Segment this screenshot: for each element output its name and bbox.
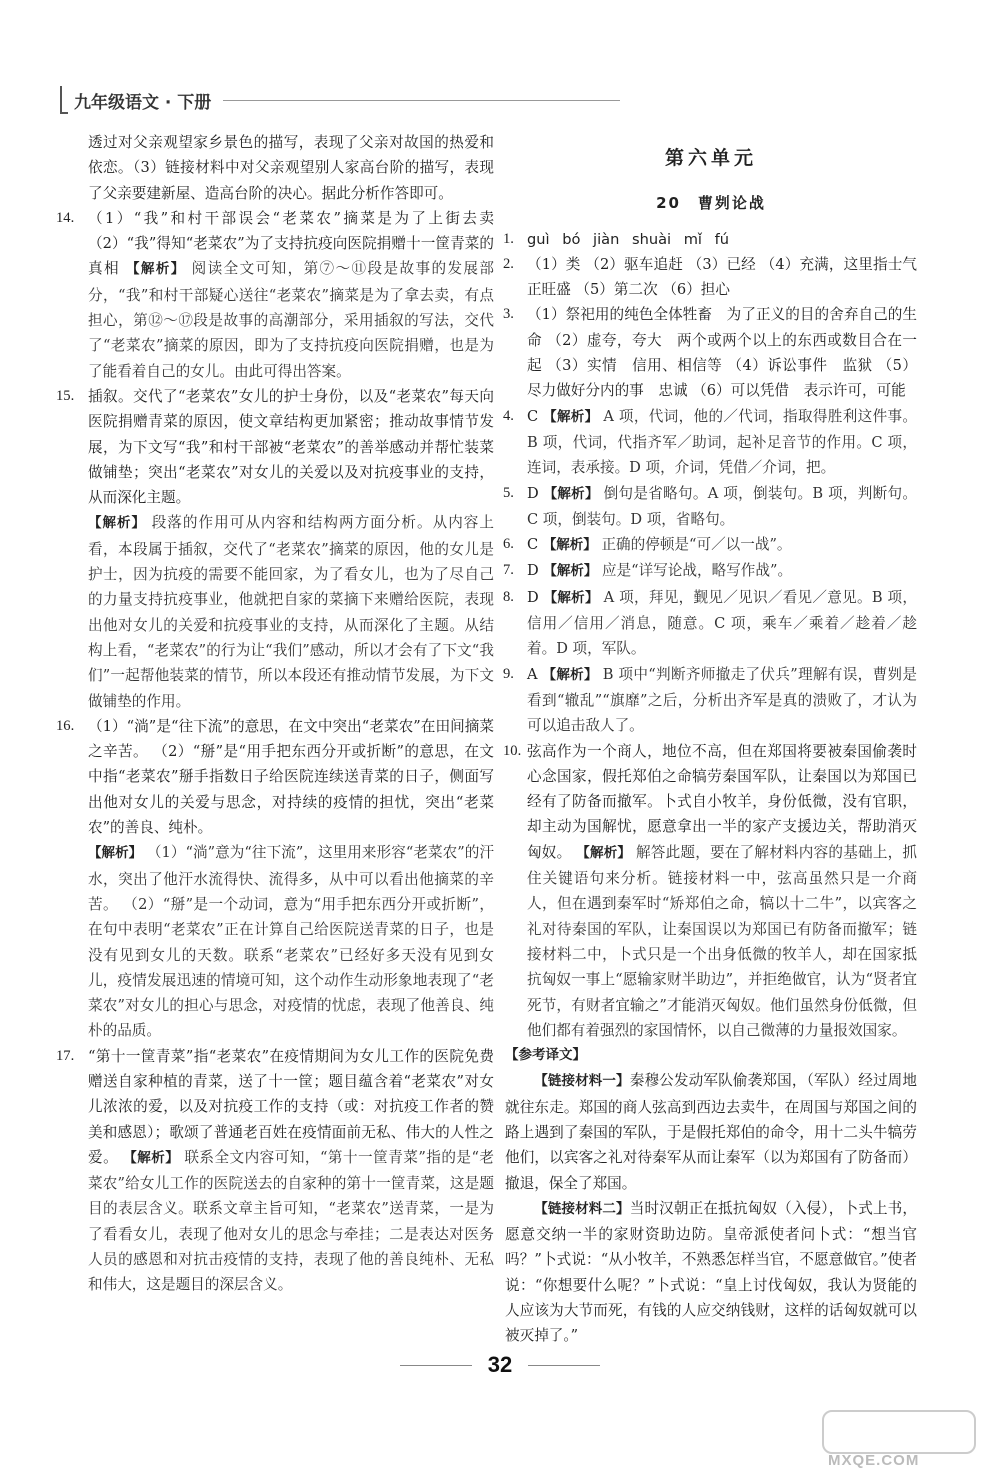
question-1: [505, 227, 917, 252]
analysis-tag: 【解析】: [123, 1149, 180, 1166]
analysis-text: 正确的停顿是“可／以一战”。: [601, 536, 792, 554]
pinyin-answer: guì bó jiàn shuài mǐ fú: [527, 230, 730, 248]
analysis-tag: 【解析】: [576, 844, 632, 861]
analysis-tag: 【解析】: [543, 408, 599, 425]
question-5: [505, 481, 917, 533]
question-number: 8.: [503, 588, 514, 605]
reference-label: 【参考译文】: [505, 1047, 586, 1064]
analysis-text: 倒句是省略句。A 项，倒装句。B 项，判断句。C 项，倒装句。D 项，省略句。: [527, 484, 918, 528]
question-7: [505, 558, 917, 584]
header-title: 九年级语文 · 下册: [74, 92, 212, 113]
answer-choice: A: [527, 665, 538, 683]
analysis-text: 段落的作用可从内容和结构两方面分析。从内容上看，本段属于插叙，交代了“老菜农”摘菜的原因，他的女儿是护士，因为抗疫的需要不能回家，为了看女儿，也为了尽自己的力量支持抗疫事业，他就把自家的菜摘下来赠给医院，表现出他对女儿的关爱和抗疫事业的支持，从而深化了主题。从结构上看，“老菜农”的行为让“我们”感动，所以才会有了下文“我们”一起帮他装菜的情节，所以本段还有推动情节发展，为下文做铺垫的作用。: [88, 514, 494, 710]
question-number: 6.: [503, 536, 514, 553]
analysis-text: A 项，拜见，觐见／见识／看见／意见。B 项，信用／信用／消息，随意。C 项，乘车／乘着／趁着／趁着。D 项，军队。: [527, 588, 918, 658]
lesson-title: 20 曹刿论战: [656, 194, 766, 213]
analysis-tag: 【解析】: [126, 261, 186, 278]
question-number: 7.: [503, 562, 514, 579]
watermark-logo-box: [822, 1410, 976, 1454]
answer-text: 弦高作为一个商人，地位不高，但在郑国将要被秦国偷袭时心念国家，假托郑伯之命犒劳秦国军队，让秦国以为郑国已经有了防备而撤军。卜式自小牧羊，身份低微，没有官职，却主动为国解忧，愿意拿出一半的家产支援边关，帮助消灭匈奴。: [527, 742, 917, 861]
question-15: [56, 384, 494, 714]
watermark-logo: [822, 1410, 972, 1469]
question-number: 10.: [503, 742, 522, 759]
reference-translation: [505, 1043, 917, 1349]
answer-choice: C: [527, 407, 539, 425]
material-two-label: 【链接材料二】: [534, 1200, 630, 1217]
analysis-tag: 【解析】: [543, 589, 599, 606]
analysis-tag: 【解析】: [543, 563, 598, 580]
question-9: [505, 662, 917, 739]
question-10: [505, 739, 917, 1044]
intro-paragraph: 透过对父亲观望家乡景色的描写，表现了父亲对故国的热爱和依恋。（3）链接材料中对父亲观望别人家高台阶的描写，表现了父亲要建新屋、造高台阶的决心。据此分析作答即可。: [88, 134, 494, 202]
header-rule: [223, 100, 620, 101]
answer-text: （1）“淌”是“往下流”的意思，在文中突出“老菜农”在田间摘菜之辛苦。 （2）“掰”是“用手把东西分开或折断”的意思，在文中指“老菜农”掰手指数日子给医院连续送青菜的日子，侧面写出他对女儿的关爱与思念，对持续的疫情的担忧，突出“老菜农”的善良、纯朴。: [88, 717, 494, 837]
analysis-text: （1）“淌”意为“往下流”，这里用来形容“老菜农”的汗水，突出了他汗水流得快、流得多，从中可以看出他摘菜的辛苦。 （2）“掰”是一个动词，意为“用手把东西分开或折断”，在句中表明“老菜农”正在计算自己给医院送青菜的日子，也是没有见到女儿的天数。联系“老菜农”已经好多天没有见到女儿，疫情发展迅速的情境可知，这个动作生动形象地表现了“老菜农”对女儿的担心与思念，对疫情的忧虑，表现了他善良、纯朴的品质。: [88, 844, 494, 1040]
watermark-site: MXQE.COM: [828, 1452, 920, 1469]
unit-title: 第六单元: [664, 147, 757, 169]
analysis-tag: 【解析】: [88, 845, 143, 862]
answer-text: “第十一筐青菜”指“老菜农”在疫情期间为女儿工作的医院免费赠送自家种植的青菜，送了十一筐；题目蕴含着“老菜农”对女儿浓浓的爱，以及对抗疫工作的支持（或：对抗疫工作者的赞美和感恩）；歌颂了普通老百姓在疫情面前无私、伟大的人性之爱。: [88, 1047, 494, 1166]
answer-text: （1）类 （2）驱车追赶 （3）已经 （4）充满，这里指士气正旺盛 （5）第二次 （6）担心: [527, 255, 917, 299]
question-14: [56, 206, 495, 384]
question-number: 15.: [56, 387, 75, 404]
analysis-tag: 【解析】: [542, 537, 597, 554]
answer-text: （1）“我”和村干部误会“老菜农”摘菜是为了上街去卖 （2）“我”得知“老菜农”为了支持抗疫向医院捐赠十一筐青菜的真相: [88, 209, 494, 278]
analysis-tag: 【解析】: [542, 666, 598, 683]
analysis-text: 解答此题，要在了解材料内容的基础上，抓住关键语句来分析。链接材料一中，弦高虽然只是一介商人，但在遇到秦军时“矫郑伯之命，犒以十二牛”，以宾客之礼对待秦国的军队，让秦国误以为郑国已有防备而撤军；链接材料二中，卜式只是一个出身低微的牧羊人，却在国家抵抗匈奴一事上“愿输家财半助边”，并拒绝做官，认为“贤者宜死节，有财者宜输之”才能消灭匈奴。他们虽然身份低微，但他们都有着强烈的家国情怀，以自己微薄的力量报效国家。: [527, 843, 918, 1039]
page-header: [60, 88, 620, 112]
left-column: [56, 130, 495, 1298]
material-two: [505, 1196, 917, 1349]
page-footer: [395, 1350, 605, 1380]
right-column: [505, 130, 917, 1349]
question-number: 2.: [503, 255, 514, 272]
question-number: 4.: [503, 407, 514, 424]
analysis-tag: 【解析】: [88, 515, 147, 532]
question-8: [505, 585, 917, 662]
question-2: [505, 252, 917, 303]
question-4: [505, 404, 917, 481]
answer-choice: C: [527, 536, 539, 554]
question-6: [505, 532, 917, 558]
question-number: 14.: [56, 209, 75, 226]
footer-rule-left: [400, 1365, 472, 1366]
question-number: 5.: [503, 484, 514, 501]
answer-choice: D: [527, 588, 539, 606]
question-number: 3.: [503, 306, 514, 323]
material-two-text: 当时汉朝正在抵抗匈奴（入侵），卜式上书，愿意交纳一半的家财资助边防。皇帝派使者问卜式：“想当官吗？”卜式说：“从小牧羊，不熟悉怎样当官，不愿意做官。”使者说：“你想要什么呢？”卜式说：“皇上讨伐匈奴，我认为贤能的人应该为大节而死，有钱的人应交纳钱财，这样的话匈奴就可以被灭掉了。”: [505, 1199, 918, 1345]
question-number: 1.: [503, 230, 514, 247]
question-16: [56, 714, 494, 1044]
analysis-text: 应是“详写论战，略写作战”。: [601, 562, 793, 580]
page-number: 32: [487, 1352, 513, 1377]
question-3: [505, 302, 917, 403]
question-number: 17.: [56, 1047, 75, 1064]
header-bracket: [60, 86, 68, 114]
analysis-tag: 【解析】: [543, 485, 599, 502]
material-one-label: 【链接材料一】: [534, 1073, 630, 1090]
footer-rule-right: [528, 1365, 600, 1366]
question-17: [56, 1044, 495, 1298]
analysis-text: 阅读全文可知，第⑦～⑪段是故事的发展部分，“我”和村干部疑心送往“老菜农”摘菜是为了拿去卖，有点担心，第⑫～⑰段是故事的高潮部分，采用插叙的写法，交代了“老菜农”摘菜的原因，即为了支持抗疫向医院捐赠，也是为了能看着自己的女儿。由此可得出答案。: [88, 260, 495, 380]
analysis-text: 联系全文内容可知，“第十一筐青菜”指的是“老菜农”给女儿工作的医院送去的自家种的第十一筐青菜，这是题目的表层含义。联系文章主旨可知，“老菜农”送青菜，一是为了看看女儿，表现了他对女儿的思念与牵挂；二是表达对医务人员的感恩和对抗击疫情的支持，表现了他的善良纯朴、无私和伟大，这是题目的深层含义。: [88, 1148, 495, 1294]
answer-text: 插叙。交代了“老菜农”女儿的护士身份，以及“老菜农”每天向医院捐赠青菜的原因，使文章结构更加紧密；推动故事情节发展，为下文写“我”和村干部被“老菜农”的善举感动并帮忙装菜做铺垫；突出“老菜农”对女儿的关爱以及对抗疫事业的支持，从而深化主题。: [88, 387, 494, 507]
question-number: 16.: [56, 717, 75, 734]
question-number: 9.: [503, 665, 514, 682]
analysis-text: B 项中“判断齐师撤走了伏兵”理解有误，曹刿是看到“辙乱”“旗靡”之后，分析出齐军是真的溃败了，才认为可以追击敌人了。: [527, 665, 918, 735]
analysis-text: A 项，代词，他的／代词，指取得胜利这件事。B 项，代词，代指齐军／助词，起补足音节的作用。C 项，连词，表承接。D 项，介词，凭借／介词，把。: [527, 407, 918, 477]
material-one: [505, 1068, 917, 1195]
answer-choice: D: [527, 484, 539, 502]
material-one-text: 秦穆公发动军队偷袭郑国，（军队）经过周地就往东走。郑国的商人弦高到西边去卖牛，在周国与郑国之间的路上遇到了秦国的军队，于是假托郑伯的命令，用十二头牛犒劳他们，以宾客之礼对待秦军从而让秦军（以为郑国有了防备而）撤退，保全了郑国。: [505, 1072, 918, 1192]
answer-choice: D: [527, 562, 539, 580]
answer-text: （1）祭祀用的纯色全体牲畜 为了正义的目的舍弃自己的生命 （2）虚夸，夸大 两个或两个以上的东西或数目合在一起 （3）实情 信用、相信等 （4）诉讼事件 监狱 （5）尽力做好分内的事 忠诚 （6）可以凭借 表示许可，可能: [527, 306, 917, 400]
